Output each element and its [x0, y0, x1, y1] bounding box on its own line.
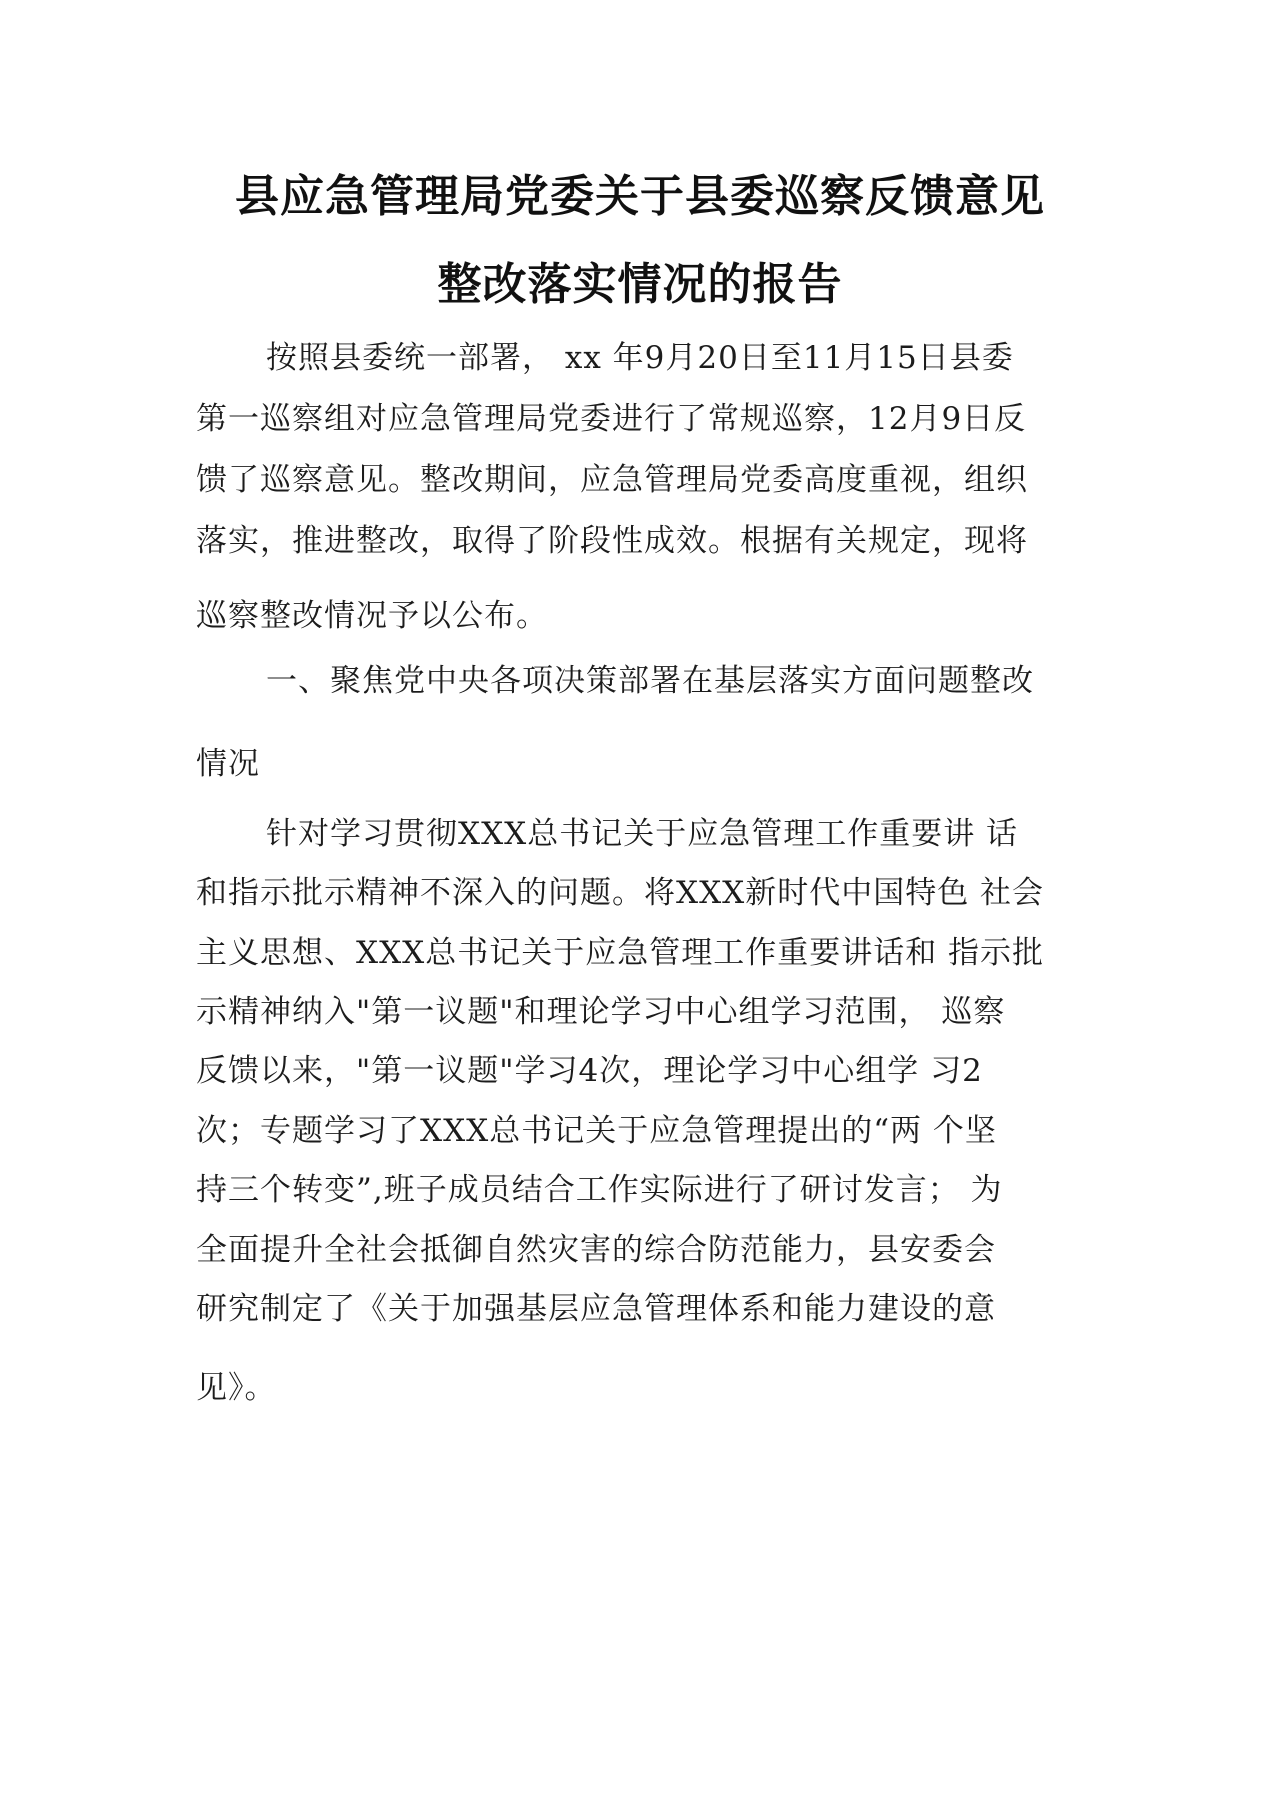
document-title-line-2: 整改落实情况的报告 [437, 259, 843, 310]
paragraph-2-line-9: 研究制定了《关于加强基层应急管理体系和能力建设的意 [196, 1291, 996, 1327]
paragraph-1-line-1: 按照县委统一部署， xx 年9月20日至11月15日县委 [266, 340, 1014, 376]
document-title-line-1: 县应急管理局党委关于县委巡察反馈意见 [235, 171, 1045, 222]
paragraph-2-line-10: 见》。 [196, 1370, 277, 1406]
paragraph-2-line-5: 反馈以来，"第一议题"学习4次，理论学习中心组学 习2 [196, 1053, 983, 1089]
section-1-heading-line-2: 情况 [196, 746, 260, 782]
paragraph-2-line-3: 主义思想、XXX总书记关于应急管理工作重要讲话和 指示批 [196, 935, 1045, 971]
paragraph-2-line-8: 全面提升全社会抵御自然灾害的综合防范能力，县安委会 [196, 1232, 996, 1268]
paragraph-2-line-2: 和指示批示精神不深入的问题。将XXX新时代中国特色 社会 [196, 875, 1045, 911]
section-1-heading-line-1: 一、聚焦党中央各项决策部署在基层落实方面问题整改 [266, 663, 1034, 699]
paragraph-2-line-4: 示精神纳入"第一议题"和理论学习中心组学习范围， 巡察 [196, 994, 1006, 1030]
paragraph-1-line-2: 第一巡察组对应急管理局党委进行了常规巡察，12月9日反 [196, 401, 1027, 437]
paragraph-2-line-1: 针对学习贯彻XXX总书记关于应急管理工作重要讲 话 [266, 816, 1019, 852]
paragraph-1-line-5: 巡察整改情况予以公布。 [196, 598, 548, 634]
paragraph-1-line-4: 落实，推进整改，取得了阶段性成效。根据有关规定，现将 [196, 523, 1028, 559]
paragraph-2-line-6: 次；专题学习了XXX总书记关于应急管理提出的“两 个坚 [196, 1113, 997, 1149]
paragraph-1-line-3: 馈了巡察意见。整改期间，应急管理局党委高度重视，组织 [196, 462, 1028, 498]
paragraph-2-line-7: 持三个转变”,班子成员结合工作实际进行了研讨发言； 为 [196, 1172, 1003, 1208]
